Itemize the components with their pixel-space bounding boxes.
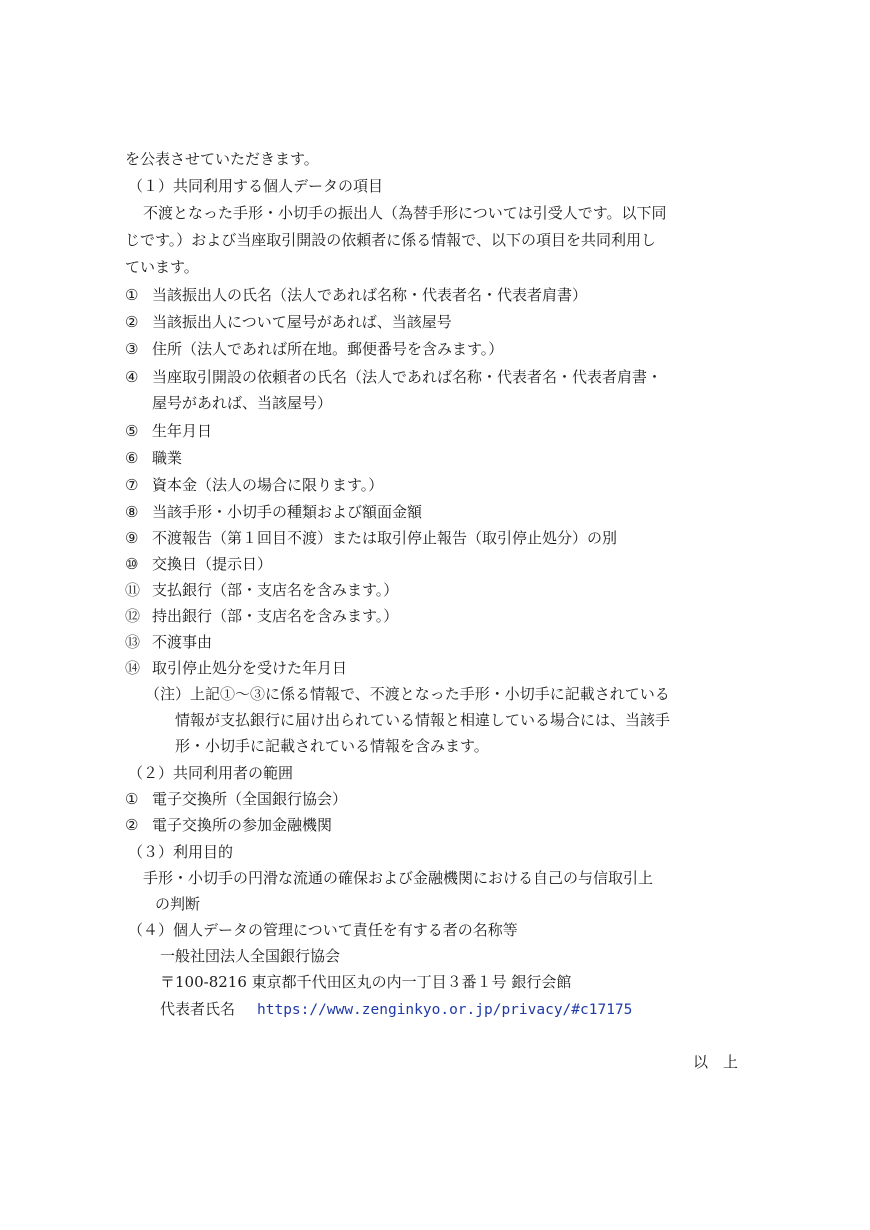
organization-address: 〒100-8216 東京都千代田区丸の内一丁目３番１号 銀行会館 [160,973,572,991]
section4-heading: （４）個人データの管理について責任を有する者の名称等 [128,921,518,939]
list-item-number: ⑩ [125,555,139,573]
section3-heading: （３）利用目的 [128,843,234,861]
list-item-text: 不渡報告（第１回目不渡）または取引停止報告（取引停止処分）の別 [152,529,618,547]
list-item [125,310,452,334]
list-item-number: ⑧ [125,503,139,521]
section1-paragraph-line3: ています。 [125,258,199,276]
list-item-text: 職業 [152,449,183,467]
list-item-number: ⑫ [125,607,141,625]
list-item [125,419,212,443]
closing-mark: 以 上 [693,1053,739,1071]
privacy-policy-link[interactable]: https://www.zenginkyo.or.jp/privacy/#c17175 [257,1002,633,1018]
list-item-text: 取引停止処分を受けた年月日 [152,659,348,677]
list-item-continuation: 屋号があれば、当該屋号） [152,394,333,412]
list-item-number: ⑭ [125,659,141,677]
list-item-text: 電子交換所の参加金融機関 [152,816,333,834]
list-item-text: 資本金（法人の場合に限ります。） [152,476,384,494]
list-item-text: 支払銀行（部・支店名を含みます。） [152,581,399,599]
representative-line [160,997,632,1022]
list-item-number: ⑦ [125,476,139,494]
list-item [125,578,398,602]
list-item-text: 交換日（提示日） [152,555,273,573]
list-item-number: ⑬ [125,633,141,651]
list-item-text: 当該振出人について屋号があれば、当該屋号 [152,313,452,331]
list-item [125,813,332,837]
list-item [125,630,212,654]
list-item [125,552,272,576]
list-item-number: ⑪ [125,581,141,599]
intro-line: を公表させていただきます。 [125,150,319,168]
list-item-number: ① [125,286,139,304]
list-item-text: 当座取引開設の依頼者の氏名（法人であれば名称・代表者名・代表者肩書・ [152,368,663,386]
section1-paragraph-line1: 不渡となった手形・小切手の振出人（為替手形については引受人です。以下同 [143,204,667,222]
list-item [125,365,662,389]
list-item [125,283,587,307]
section3-paragraph-line2: の判断 [155,895,201,913]
list-item-text: 電子交換所（全国銀行協会） [152,790,348,808]
note-line1: （注）上記①～③に係る情報で、不渡となった手形・小切手に記載されている [145,685,670,703]
list-item [125,656,347,680]
section3-paragraph-line1: 手形・小切手の円滑な流通の確保および金融機関における自己の与信取引上 [143,869,654,887]
list-item-text: 生年月日 [152,422,213,440]
list-item-number: ③ [125,340,139,358]
list-item [125,500,422,524]
list-item-text: 持出銀行（部・支店名を含みます。） [152,607,399,625]
list-item-text: 不渡事由 [152,633,213,651]
list-item-text: 当該手形・小切手の種類および額面金額 [152,503,423,521]
section1-paragraph-line2: じです。）および当座取引開設の依頼者に係る情報で、以下の項目を共同利用し [125,231,657,249]
list-item [125,604,398,628]
list-item [125,787,347,811]
list-item-number: ② [125,816,139,834]
list-item [125,337,503,361]
list-item-text: 当該振出人の氏名（法人であれば名称・代表者名・代表者肩書） [152,286,588,304]
list-item [125,446,182,470]
section1-heading: （１）共同利用する個人データの項目 [128,177,384,195]
list-item [125,473,383,497]
list-item-number: ② [125,313,139,331]
list-item-number: ④ [125,368,139,386]
list-item-number: ① [125,790,139,808]
list-item-number: ⑨ [125,529,139,547]
list-item-text: 住所（法人であれば所在地。郵便番号を含みます。） [152,340,504,358]
representative-label: 代表者氏名 [160,1000,236,1018]
list-item-number: ⑤ [125,422,139,440]
list-item [125,526,617,550]
organization-name: 一般社団法人全国銀行協会 [160,947,341,965]
note-line2: 情報が支払銀行に届け出られている情報と相違している場合には、当該手 [175,711,671,729]
section2-heading: （２）共同利用者の範囲 [128,764,294,782]
list-item-number: ⑥ [125,449,139,467]
note-line3: 形・小切手に記載されている情報を含みます。 [175,737,489,755]
